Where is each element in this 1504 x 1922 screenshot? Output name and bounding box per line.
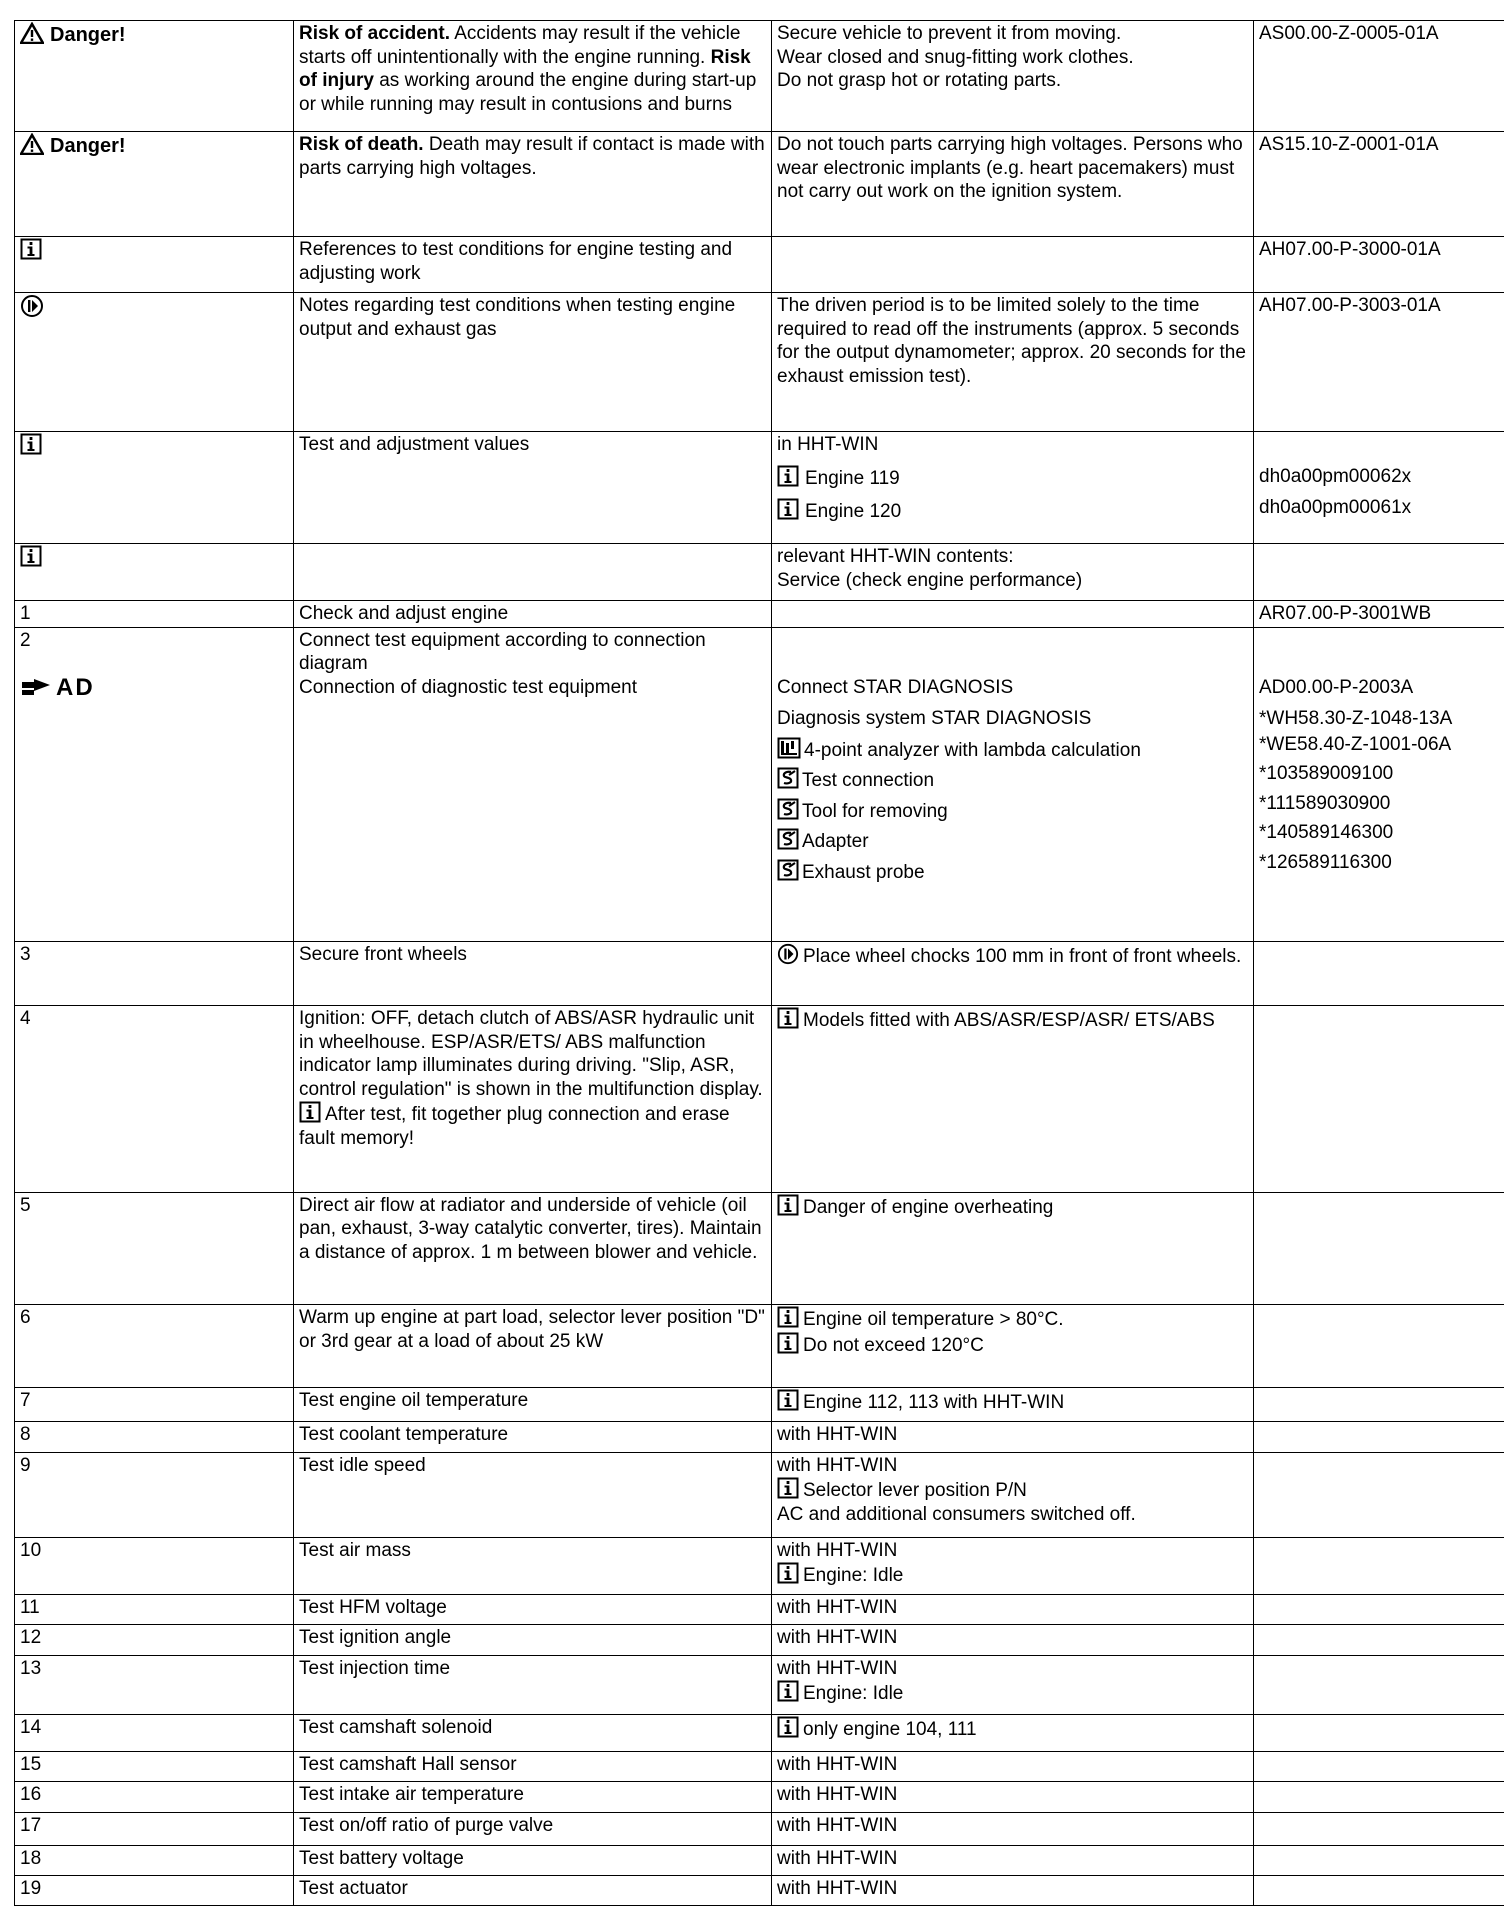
step-row: [15, 1655, 1504, 1714]
tool-number[interactable]: *126589116300: [1259, 851, 1392, 873]
values-row: [15, 432, 1504, 544]
reference-code[interactable]: AS15.10-Z-0001-01A: [1254, 132, 1504, 237]
protective-measure: Do not touch parts carrying high voltages. Persons who wear electronic implants (e.g. heart pacemakers) must not carry out work on the ignition system.: [772, 132, 1254, 237]
step-row: [15, 627, 1504, 941]
step-note: with HHT-WIN: [777, 1454, 898, 1476]
step-text: Test engine oil temperature: [294, 1387, 772, 1422]
step-note: Place wheel chocks 100 mm in front of front wheels.: [803, 946, 1242, 967]
step-text: Secure front wheels: [294, 942, 772, 1006]
values-text: Test and adjustment values: [294, 432, 772, 544]
tool-label: Test connection: [802, 770, 935, 792]
step-extra: AC and additional consumers switched off.: [777, 1503, 1136, 1525]
step-text: Test HFM voltage: [294, 1594, 772, 1625]
step-note: with HHT-WIN: [772, 1625, 1254, 1656]
tool-label: Exhaust probe: [802, 861, 925, 883]
step-number: 10: [15, 1537, 294, 1594]
special-tool-icon: [777, 859, 799, 881]
info-icon: [777, 1716, 799, 1738]
step-note: with HHT-WIN: [772, 1782, 1254, 1813]
step-number: 14: [15, 1715, 294, 1752]
step-text: Test coolant temperature: [294, 1422, 772, 1453]
hht-contents: Service (check engine performance): [777, 569, 1083, 591]
warning-triangle-icon: [20, 133, 44, 155]
pointing-hand-icon: [20, 676, 54, 698]
step-row: [15, 1305, 1504, 1388]
reference-code[interactable]: AD00.00-P-2003A: [1259, 676, 1414, 698]
tool-number[interactable]: *WE58.40-Z-1001-06A: [1259, 733, 1452, 755]
step-number: 11: [15, 1594, 294, 1625]
tool-number[interactable]: *140589146300: [1259, 822, 1394, 844]
step-number: 1: [15, 601, 294, 628]
step-note: with HHT-WIN: [772, 1876, 1254, 1906]
step-text: Test intake air temperature: [294, 1782, 772, 1813]
step-number: 9: [15, 1452, 294, 1537]
info-icon: [777, 498, 799, 520]
step-number: 2: [20, 629, 31, 651]
warning-triangle-icon: [20, 22, 44, 44]
note-circle-icon: [777, 943, 799, 965]
risk-title: Risk of death.: [299, 134, 424, 156]
step-note: with HHT-WIN: [772, 1751, 1254, 1782]
step-row: [15, 1751, 1504, 1782]
info-icon: [777, 1306, 799, 1328]
tool-number[interactable]: *WH58.30-Z-1048-13A: [1259, 708, 1453, 730]
step-number: 15: [15, 1751, 294, 1782]
engine-label: Engine 119: [805, 467, 900, 489]
step-note: with HHT-WIN: [772, 1845, 1254, 1876]
work-instructions-table: [14, 20, 1504, 1906]
step-row: [15, 1594, 1504, 1625]
step-info: Selector lever position P/N: [803, 1480, 1027, 1502]
step-row: [15, 1452, 1504, 1537]
step-note: with HHT-WIN: [772, 1422, 1254, 1453]
info-icon: [777, 1389, 799, 1411]
reference-code[interactable]: dh0a00pm00061x: [1259, 497, 1412, 519]
risk-text-2: as working around the engine during start-up or while running may result in contusions and burns: [299, 70, 757, 115]
danger-row-accident: [15, 21, 1504, 132]
step-note: with HHT-WIN: [772, 1812, 1254, 1845]
step-number: 13: [15, 1655, 294, 1714]
step-note: with HHT-WIN: [772, 1594, 1254, 1625]
special-tool-icon: [777, 767, 799, 789]
info-icon: [299, 1101, 321, 1123]
step-text: Direct air flow at radiator and underside of vehicle (oil pan, exhaust, 3-way catalytic converter, tires). Maintain a distance of approx. 1 m between blower and vehicle.: [294, 1192, 772, 1304]
ad-text: Connection of diagnostic test equipment: [299, 676, 637, 698]
reference-code[interactable]: AH07.00-P-3000-01A: [1254, 237, 1504, 293]
step-info: After test, fit together plug connection and erase fault memory!: [299, 1104, 730, 1149]
step-number: 16: [15, 1782, 294, 1813]
info-icon: [20, 545, 42, 567]
tool-label: 4-point analyzer with lambda calculation: [804, 739, 1141, 761]
step-row: [15, 1192, 1504, 1304]
step-note: Do not exceed 120°C: [803, 1334, 984, 1356]
step-text: Test camshaft solenoid: [294, 1715, 772, 1752]
special-tool-icon: [777, 828, 799, 850]
ad-label: AD: [56, 673, 95, 701]
tool-label: Diagnosis system STAR DIAGNOSIS: [777, 708, 1092, 730]
tool-label: Tool for removing: [802, 800, 948, 822]
note-text: Notes regarding test conditions when testing engine output and exhaust gas: [294, 293, 772, 432]
step-row: [15, 1625, 1504, 1656]
step-note: with HHT-WIN: [777, 1657, 898, 1679]
step-number: 5: [15, 1192, 294, 1304]
step-text: Connect test equipment according to connection diagram: [299, 629, 706, 675]
info-icon: [777, 465, 799, 487]
step-text: Test actuator: [294, 1876, 772, 1906]
step-number: 7: [15, 1387, 294, 1422]
step-number: 19: [15, 1876, 294, 1906]
info-icon: [777, 1477, 799, 1499]
reference-code[interactable]: AS00.00-Z-0005-01A: [1254, 21, 1504, 132]
step-row: [15, 601, 1504, 628]
risk-title: Risk of accident.: [299, 23, 450, 44]
hht-contents-row: [15, 544, 1504, 601]
step-row: [15, 942, 1504, 1006]
step-number: 6: [15, 1305, 294, 1388]
step-note: Engine 112, 113 with HHT-WIN: [803, 1391, 1065, 1413]
step-row: [15, 1812, 1504, 1845]
step-info: only engine 104, 111: [803, 1719, 977, 1741]
step-info: Engine: Idle: [803, 1565, 904, 1587]
step-text: Ignition: OFF, detach clutch of ABS/ASR hydraulic unit in wheelhouse. ESP/ASR/ETS/ ABS malfunction indicator lamp illuminates during driving. "Slip, ASR, control regulation" is shown in the multifunction display.: [299, 1008, 763, 1100]
note-circle-icon: [20, 294, 44, 318]
step-number: 17: [15, 1812, 294, 1845]
step-text: Test battery voltage: [294, 1845, 772, 1876]
step-text: Test idle speed: [294, 1452, 772, 1537]
risk-text: Death may result if contact is made with parts carrying high voltages.: [299, 134, 765, 179]
step-number: 12: [15, 1625, 294, 1656]
step-text: Test camshaft Hall sensor: [294, 1751, 772, 1782]
info-icon: [777, 1562, 799, 1584]
engine-label: Engine 120: [805, 501, 902, 523]
info-text: References to test conditions for engine testing and adjusting work: [294, 237, 772, 293]
values-head: in HHT-WIN: [777, 434, 879, 456]
step-note: with HHT-WIN: [777, 1539, 898, 1561]
info-icon: [20, 238, 42, 260]
tool-label: Adapter: [802, 831, 869, 853]
protective-measure: Do not grasp hot or rotating parts.: [777, 70, 1062, 91]
danger-label: Danger!: [50, 24, 126, 46]
special-tool-icon: [777, 798, 799, 820]
step-number: 18: [15, 1845, 294, 1876]
tool-number[interactable]: *103589009100: [1259, 763, 1394, 785]
risk-title-2: Risk of injury: [299, 46, 751, 91]
step-number: 3: [15, 942, 294, 1006]
info-icon: [777, 1332, 799, 1354]
step-text: Test on/off ratio of purge valve: [294, 1812, 772, 1845]
step-row: [15, 1006, 1504, 1193]
step-row: [15, 1782, 1504, 1813]
step-text: Test air mass: [294, 1537, 772, 1594]
step-row: [15, 1715, 1504, 1752]
protective-measure: Secure vehicle to prevent it from moving.: [777, 23, 1122, 44]
reference-code[interactable]: AR07.00-P-3001WB: [1254, 601, 1504, 628]
info-icon: [777, 1680, 799, 1702]
info-row: [15, 237, 1504, 293]
risk-text: Accidents may result if the vehicle starts off unintentionally with the engine running.: [299, 23, 741, 68]
step-row: [15, 1422, 1504, 1453]
step-info: Engine: Idle: [803, 1683, 904, 1705]
step-text: Check and adjust engine: [294, 601, 772, 628]
info-icon: [777, 1007, 799, 1029]
step-number: 4: [15, 1006, 294, 1193]
info-icon: [777, 1194, 799, 1216]
step-text: Test injection time: [294, 1655, 772, 1714]
step-row: [15, 1387, 1504, 1422]
step-text: Warm up engine at part load, selector lever position "D" or 3rd gear at a load of about 25 kW: [294, 1305, 772, 1388]
step-note: Engine oil temperature > 80°C.: [803, 1309, 1064, 1331]
ad-action: Connect STAR DIAGNOSIS: [777, 676, 1014, 698]
hht-contents: relevant HHT-WIN contents:: [777, 546, 1014, 568]
note-row: [15, 293, 1504, 432]
step-row: [15, 1537, 1504, 1594]
step-text: Test ignition angle: [294, 1625, 772, 1656]
step-note: Models fitted with ABS/ASR/ESP/ASR/ ETS/ABS: [803, 1010, 1215, 1032]
step-row: [15, 1876, 1504, 1906]
step-number: 8: [15, 1422, 294, 1453]
tool-number[interactable]: *111589030900: [1259, 792, 1391, 814]
reference-code[interactable]: AH07.00-P-3003-01A: [1254, 293, 1504, 432]
step-note: Danger of engine overheating: [803, 1196, 1054, 1218]
analyzer-icon: [777, 737, 801, 759]
protective-measure: Wear closed and snug-fitting work clothes.: [777, 46, 1134, 68]
danger-row-high-voltage: [15, 132, 1504, 237]
note-detail: The driven period is to be limited solely to the time required to read off the instruments (approx. 5 seconds for the output dynamometer; approx. 20 seconds for the exhaust emission test).: [772, 293, 1254, 432]
danger-label: Danger!: [50, 135, 126, 158]
reference-code[interactable]: dh0a00pm00062x: [1259, 465, 1412, 487]
info-icon: [20, 433, 42, 455]
step-row: [15, 1845, 1504, 1876]
